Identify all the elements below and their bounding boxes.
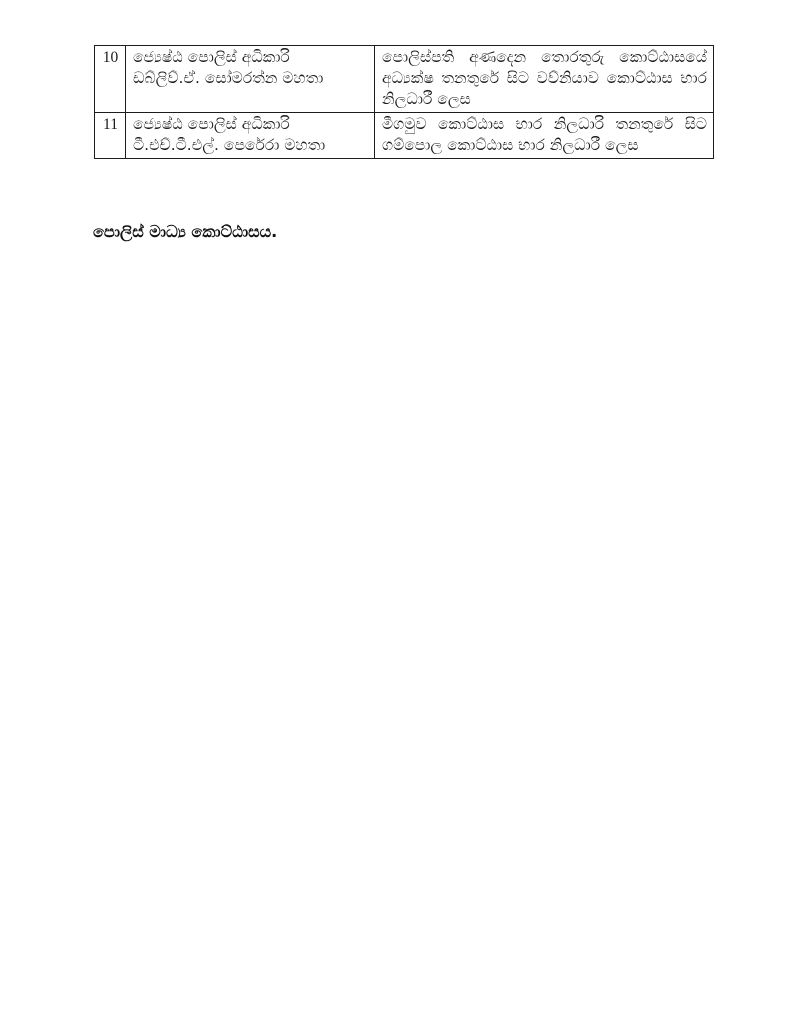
transfer-table xyxy=(94,45,714,159)
row-number: 10 xyxy=(95,46,126,113)
table-row xyxy=(95,113,714,159)
officer-designation: ජ්‍යෙෂ්ඨ පොලිස් අධිකාරි xyxy=(133,48,290,66)
officer-name: ඩබ්ලිව්.ඒ. සෝමරත්න මහතා xyxy=(133,69,324,87)
transfer-description: මීගමුව කොට්ඨාස භාර නිලධාරි තනතුරේ සිට ගම්පොල කොට්ඨාස භාර නිලධාරී ලෙස xyxy=(375,113,714,159)
officer-cell xyxy=(126,113,375,159)
row-number: 11 xyxy=(95,113,126,159)
officer-cell xyxy=(126,46,375,113)
officer-name: ටී.එච්.ටී.එල්. පෙරේරා මහතා xyxy=(133,136,326,154)
officer-designation: ජ්‍යෙෂ්ඨ පොලිස් අධිකාරි xyxy=(133,115,290,133)
table-row xyxy=(95,46,714,113)
transfer-description: පොලිස්පති අණදෙන තොරතුරු කොට්ඨාසයේ අධ්‍යක්ෂ තනතුරේ සිට වව්නියාව කොට්ඨාස භාර නිලධාරී ලෙස xyxy=(375,46,714,113)
footer-note: පොලිස් මාධ්‍ය කොට්ඨාසය. xyxy=(93,222,278,241)
